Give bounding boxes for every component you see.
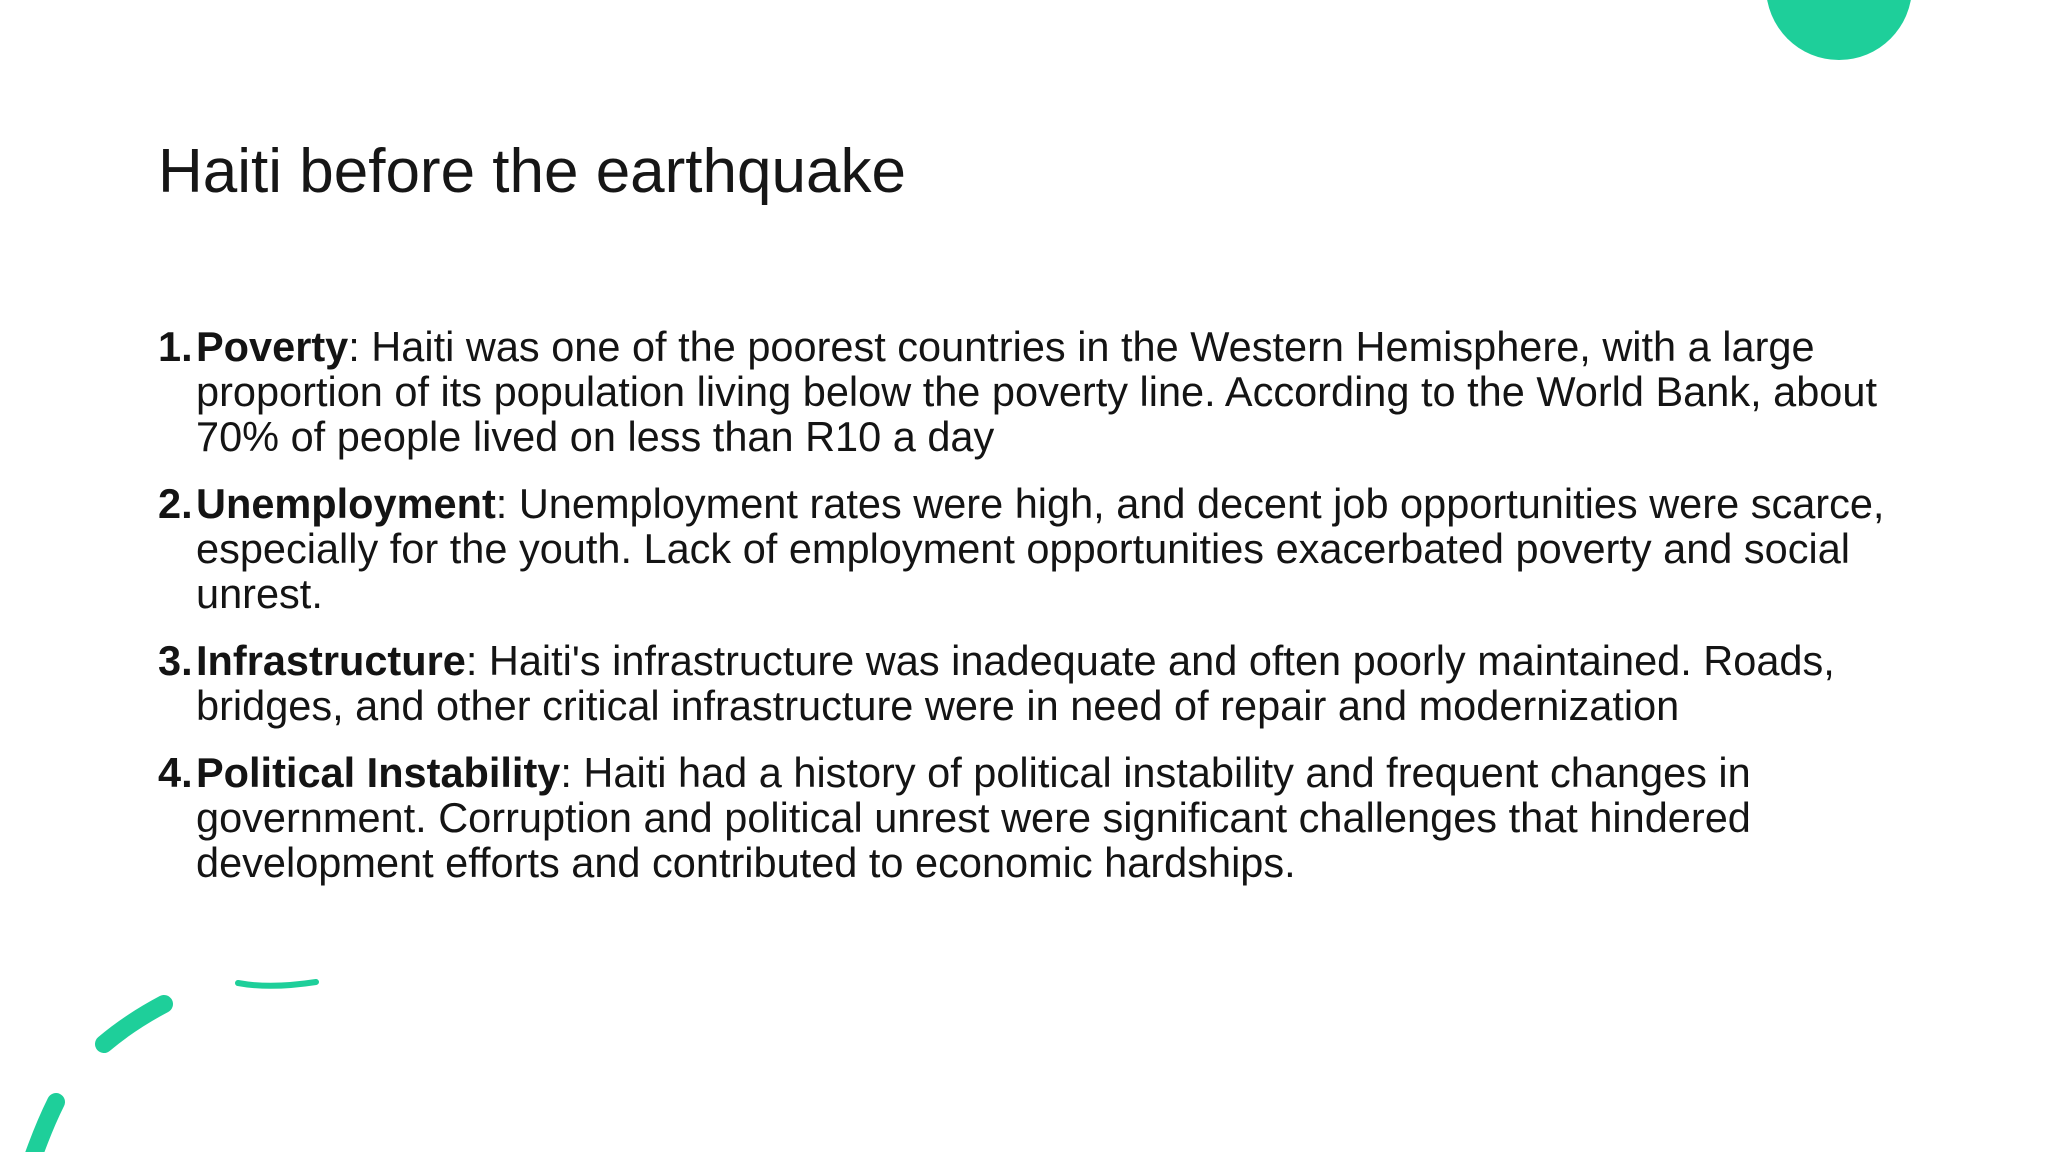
list-item-text: : Haiti was one of the poorest countries in the Western Hemisphere, with a large proportion of its population living below the poverty line. According to the World Bank, about 70% of people lived on less than R10 a day: [196, 323, 1877, 460]
slide-title: Haiti before the earthquake: [158, 137, 906, 206]
list-item-number: 3.: [158, 637, 193, 684]
decorative-circle: [1766, 0, 1912, 60]
list-item-unemployment: [158, 481, 1918, 616]
list-item-term: Poverty: [196, 323, 349, 370]
list-item-infrastructure: [158, 638, 1918, 728]
list-item-number: 2.: [158, 480, 193, 527]
list-item-political-instability: [158, 750, 1918, 885]
list-item-number: 4.: [158, 749, 193, 796]
list-item-term: Political Instability: [196, 749, 561, 796]
list-item-term: Unemployment: [196, 480, 496, 527]
list-item-text: : Haiti had a history of political instability and frequent changes in government. Corruption and political unrest were significant challenges that hindered development efforts and contributed to economic hardships.: [196, 749, 1751, 886]
list-item-text: : Unemployment rates were high, and decent job opportunities were scarce, especially for the youth. Lack of employment opportunities exacerbated poverty and social unrest.: [196, 480, 1885, 617]
bullet-list: [158, 324, 1918, 907]
list-item-number: 1.: [158, 323, 193, 370]
list-item-text: : Haiti's infrastructure was inadequate and often poorly maintained. Roads, bridges, and other critical infrastructure were in need of repair and modernization: [196, 637, 1835, 729]
list-item-poverty: [158, 324, 1918, 459]
list-item-term: Infrastructure: [196, 637, 466, 684]
